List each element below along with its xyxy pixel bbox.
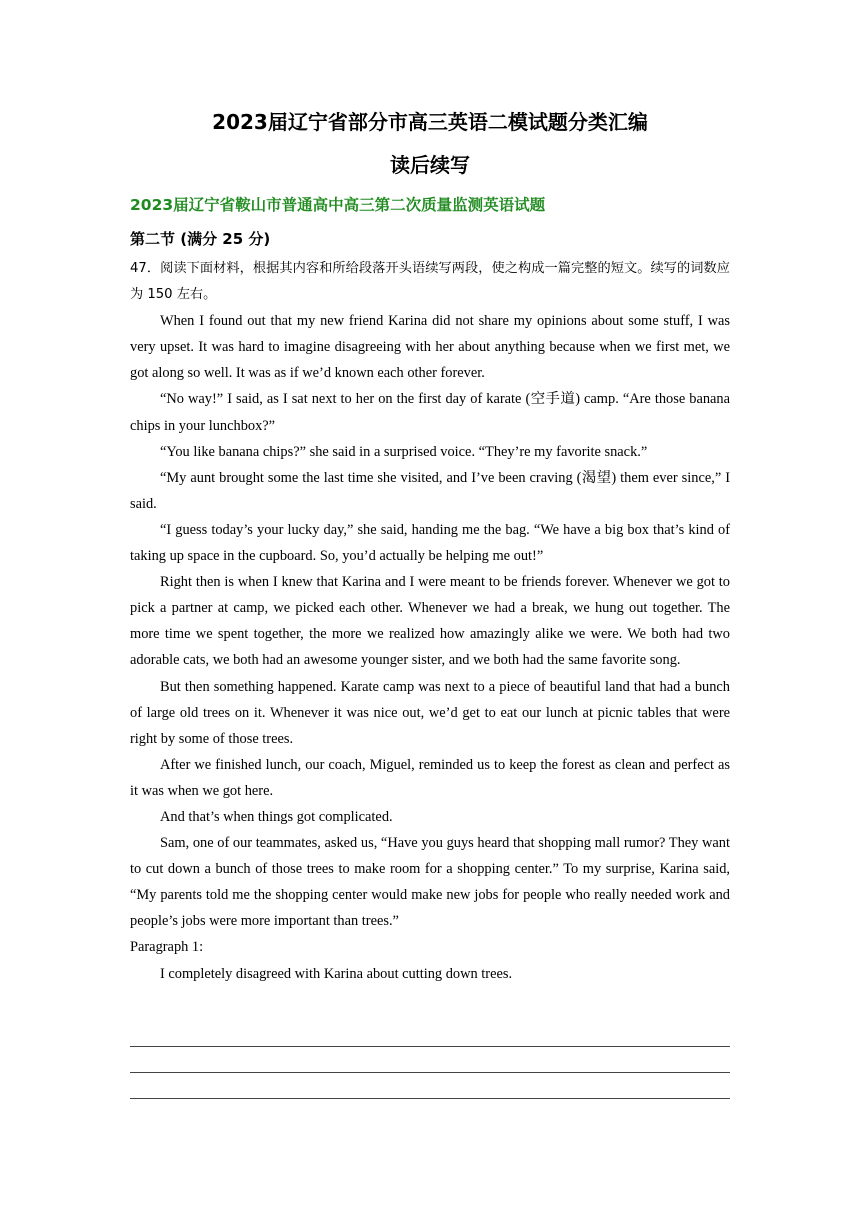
passage-paragraph: “I guess today’s your lucky day,” she said, handing me the bag. “We have a big box that’s kind of taking up space in the cupboard. So, you’d actually be helping me out!” [130,521,730,565]
answer-line [130,1072,730,1073]
page-title: 2023届辽宁省部分市高三英语二模试题分类汇编 [212,110,648,134]
passage-paragraph: Sam, one of our teammates, asked us, “Have you guys heard that shopping mall rumor? They want to cut down a bunch of those trees to make room for a shopping center.” To my surprise, Karina said, “My parents told me the shopping center would make new jobs for people who really needed work and people’s jobs were more important than trees.” [130,835,730,930]
passage-paragraph: “You like banana chips?” she said in a surprised voice. “They’re my favorite snack.” [160,443,648,460]
passage-paragraph: “My aunt brought some the last time she visited, and I’ve been craving (渴望) them ever since,” I said. [130,469,730,512]
question-body [130,256,730,987]
passage-paragraph: When I found out that my new friend Karina did not share my opinions about some stuff, I was very upset. It was hard to imagine disagreeing with her about anything because when we first met, we got along so well. It was as if we’d known each other forever. [130,313,730,382]
exam-source-heading: 2023届辽宁省鞍山市普通高中高三第二次质量监测英语试题 [130,196,546,214]
continuation-label: Paragraph 1: [130,939,204,956]
page-subtitle: 读后续写 [390,153,470,177]
answer-line [130,1046,730,1047]
passage-paragraph: Right then is when I knew that Karina and I were meant to be friends forever. Whenever we got to pick a partner at camp, we picked each other. Whenever we had a break, we hung out together. The more time we spent together, the more we realized how amazingly alike we were. We both had two adorable cats, we both had an awesome younger sister, and we both had the same favorite song. [130,574,730,669]
passage-paragraph: But then something happened. Karate camp was next to a piece of beautiful land that had a bunch of large old trees on it. Whenever it was nice out, we’d get to eat our lunch at picnic tables that were right by some of those trees. [130,678,730,747]
continuation-opening: I completely disagreed with Karina about cutting down trees. [160,965,513,982]
section-heading: 第二节 (满分 25 分) [130,230,271,248]
question-instruction: 47．阅读下面材料，根据其内容和所给段落开头语续写两段，使之构成一篇完整的短文。续写的词数应为 150 左右。 [130,261,730,303]
passage-paragraph: “No way!” I said, as I sat next to her on the first day of karate (空手道) camp. “Are those banana chips in your lunchbox?” [130,391,730,434]
passage-paragraph: After we finished lunch, our coach, Miguel, reminded us to keep the forest as clean and perfect as it was when we got here. [130,756,730,799]
answer-line [130,1098,730,1099]
passage-paragraph: And that’s when things got complicated. [160,808,393,825]
